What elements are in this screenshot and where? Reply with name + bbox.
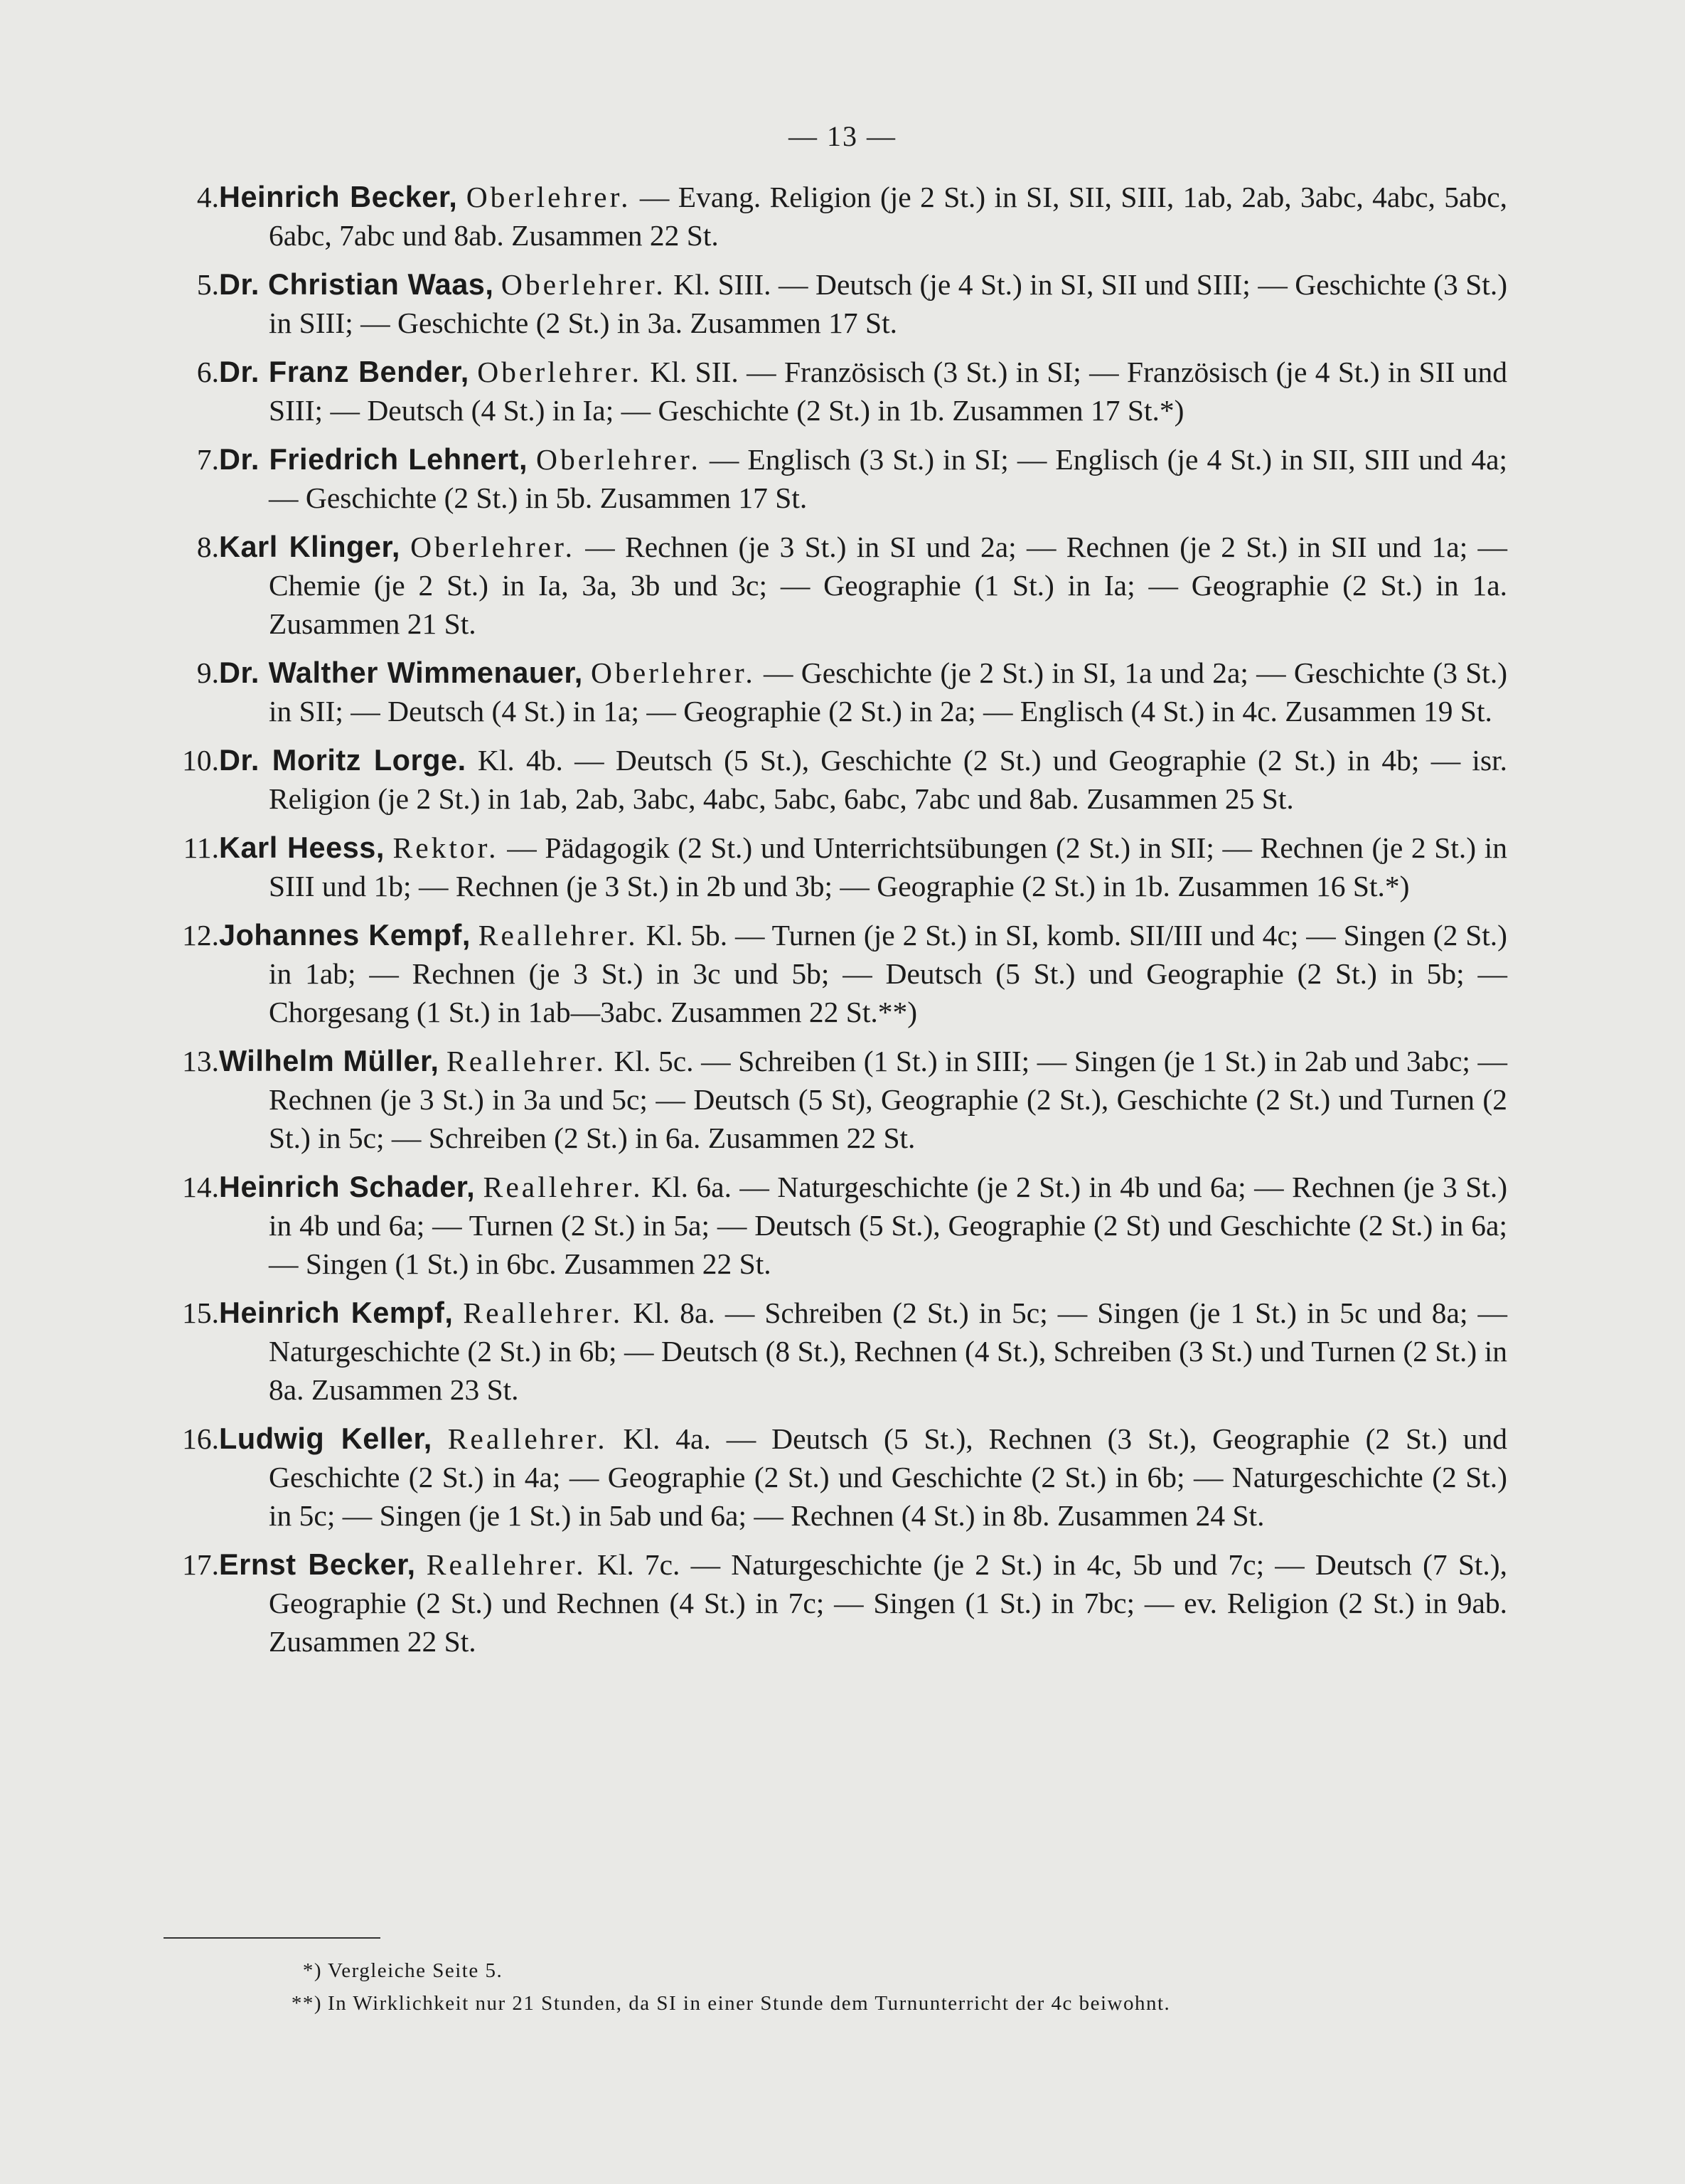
- page-number: — 13 —: [788, 120, 897, 152]
- item-number: 16.: [182, 1422, 219, 1455]
- footnote-divider: [164, 1937, 380, 1939]
- teacher-name: Heinrich Kempf,: [219, 1296, 454, 1329]
- list-item: [164, 440, 1507, 517]
- list-item: [164, 654, 1507, 730]
- teaching-assignment: — Englisch (3 St.) in SI; — Englisch (je 4 St.) in SII, SIII und 4a; — Geschichte (2 St.) in 5b. Zusammen 17 St.: [269, 443, 1508, 514]
- teaching-assignment: Kl. SII. — Französisch (3 St.) in SI; — Französisch (je 4 St.) in SII und SIII; — Deutsch (4 St.) in Ia; — Geschichte (2 St.) in 1b. Zusammen 17 St.*): [269, 356, 1508, 427]
- item-number: 15.: [182, 1296, 219, 1329]
- item-number: 17.: [182, 1548, 219, 1581]
- teacher-role: Oberlehrer.: [477, 356, 642, 388]
- list-item: [164, 1294, 1507, 1409]
- item-number: 13.: [182, 1045, 219, 1077]
- teacher-role: Reallehrer.: [426, 1548, 587, 1581]
- item-number: 11.: [183, 831, 219, 864]
- footnote-text: Vergleiche Seite 5.: [328, 1959, 503, 1982]
- teacher-role: Oberlehrer.: [590, 656, 756, 689]
- teacher-role: Reallehrer.: [483, 1171, 643, 1203]
- teaching-assignment: Kl. 5c. — Schreiben (1 St.) in SIII; — Singen (je 1 St.) in 2ab und 3abc; — Rechnen (je 3 St.) in 3a und 5c; — Deutsch (5 St), Geographie (2 St.), Geschichte (2 St.) und Turnen (2 St.) in 5c; — Schreiben (2 St.) in 6a. Zusammen 22 St.: [269, 1045, 1507, 1154]
- list-item: [164, 741, 1507, 818]
- teacher-name: Johannes Kempf,: [219, 918, 471, 952]
- teacher-name: Heinrich Schader,: [219, 1170, 476, 1203]
- teacher-name: Dr. Friedrich Lehnert,: [219, 442, 528, 476]
- item-number: 4.: [196, 181, 219, 213]
- list-item: [164, 829, 1507, 905]
- teaching-assignment: Kl. 6a. — Naturgeschichte (je 2 St.) in 4b und 6a; — Rechnen (je 3 St.) in 4b und 6a; — Turnen (2 St.) in 5a; — Deutsch (5 St.), Geographie (2 St) und Geschichte (2 St.) in 6a; — Singen (1 St.) in 6bc. Zusammen 22 St.: [269, 1171, 1508, 1280]
- teacher-name: Heinrich Becker,: [219, 180, 458, 213]
- list-item: [164, 178, 1507, 255]
- teaching-assignment: Kl. 5b. — Turnen (je 2 St.) in SI, komb. SII/III und 4c; — Singen (2 St.) in 1ab; — Rechnen (je 3 St.) in 3c und 5b; — Deutsch (5 St.) und Geographie (2 St.) in 5b; — Chorgesang (1 St.) in 1ab—3abc. Zusammen 22 St.**): [269, 919, 1508, 1028]
- item-number: 7.: [196, 443, 219, 476]
- teaching-assignment: Kl. 4a. — Deutsch (5 St.), Rechnen (3 St.), Geographie (2 St.) und Geschichte (2 St.) in 4a; — Geographie (2 St.) und Geschichte (2 St.) in 6b; — Naturgeschichte (2 St.) in 5c; — Singen (je 1 St.) in 5ab und 6a; — Rechnen (4 St.) in 8b. Zusammen 24 St.: [269, 1422, 1507, 1532]
- teaching-assignment: — Evang. Religion (je 2 St.) in SI, SII, SIII, 1ab, 2ab, 3abc, 4abc, 5abc, 6abc, 7abc und 8ab. Zusammen 22 St.: [269, 181, 1507, 252]
- footnote: [281, 1954, 1489, 1987]
- footnote-text: In Wirklichkeit nur 21 Stunden, da SI in einer Stunde dem Turnunterricht der 4c beiwohnt.: [328, 1992, 1171, 2015]
- teacher-name: Wilhelm Müller,: [219, 1044, 439, 1077]
- teaching-assignment: Kl. 4b. — Deutsch (5 St.), Geschichte (2 St.) und Geographie (2 St.) in 4b; — isr. Religion (je 2 St.) in 1ab, 2ab, 3abc, 4abc, 5abc, 6abc, 7abc und 8ab. Zusammen 25 St.: [269, 744, 1508, 815]
- teacher-role: Oberlehrer.: [536, 443, 701, 476]
- list-item: [164, 528, 1507, 643]
- item-number: 12.: [182, 919, 219, 952]
- teacher-role: Reallehrer.: [463, 1296, 624, 1329]
- teaching-assignment: — Pädagogik (2 St.) und Unterrichtsübungen (2 St.) in SII; — Rechnen (je 2 St.) in SIII und 1b; — Rechnen (je 3 St.) in 2b und 3b; — Geographie (2 St.) in 1b. Zusammen 16 St.*): [269, 831, 1508, 902]
- footnotes: [281, 1954, 1489, 2020]
- teacher-list: [164, 178, 1507, 1671]
- teacher-role: Reallehrer.: [447, 1422, 608, 1455]
- footnote: [281, 1987, 1489, 2020]
- teacher-name: Karl Heess,: [219, 831, 385, 864]
- teaching-assignment: Kl. SIII. — Deutsch (je 4 St.) in SI, SII und SIII; — Geschichte (3 St.) in SIII; — Geschichte (2 St.) in 3a. Zusammen 17 St.: [269, 268, 1508, 339]
- teacher-role: Oberlehrer.: [501, 268, 666, 301]
- teaching-assignment: Kl. 8a. — Schreiben (2 St.) in 5c; — Singen (je 1 St.) in 5c und 8a; — Naturgeschichte (2 St.) in 6b; — Deutsch (8 St.), Rechnen (4 St.), Schreiben (3 St.) und Turnen (2 St.) in 8a. Zusammen 23 St.: [269, 1296, 1507, 1406]
- teacher-name: Karl Klinger,: [219, 530, 400, 563]
- footnote-mark: **): [291, 1992, 322, 2015]
- item-number: 6.: [196, 356, 219, 388]
- teaching-assignment: Kl. 7c. — Naturgeschichte (je 2 St.) in 4c, 5b und 7c; — Deutsch (7 St.), Geographie (2 St.) und Rechnen (4 St.) in 7c; — Singen (1 St.) in 7bc; — ev. Religion (2 St.) in 9ab. Zusammen 22 St.: [269, 1548, 1508, 1658]
- list-item: [164, 1419, 1507, 1535]
- teacher-role: Reallehrer.: [446, 1045, 606, 1077]
- list-item: [164, 916, 1507, 1031]
- teacher-role: Oberlehrer.: [410, 531, 575, 563]
- item-number: 9.: [196, 656, 219, 689]
- item-number: 14.: [182, 1171, 219, 1203]
- teacher-name: Dr. Christian Waas,: [219, 267, 494, 301]
- list-item: [164, 353, 1507, 430]
- teaching-assignment: — Rechnen (je 3 St.) in SI und 2a; — Rechnen (je 2 St.) in SII und 1a; — Chemie (je 2 St.) in Ia, 3a, 3b und 3c; — Geographie (1 St.) in Ia; — Geographie (2 St.) in 1a. Zusammen 21 St.: [269, 531, 1508, 640]
- teacher-name: Dr. Franz Bender,: [219, 355, 469, 388]
- list-item: [164, 1168, 1507, 1283]
- teacher-name: Dr. Walther Wimmenauer,: [219, 656, 583, 689]
- teaching-assignment: — Geschichte (je 2 St.) in SI, 1a und 2a; — Geschichte (3 St.) in SII; — Deutsch (4 St.) in 1a; — Geographie (2 St.) in 2a; — Englisch (4 St.) in 4c. Zusammen 19 St.: [269, 656, 1508, 728]
- teacher-name: Dr. Moritz Lorge.: [219, 743, 466, 777]
- footnote-mark: *): [302, 1959, 322, 1982]
- teacher-name: Ludwig Keller,: [219, 1422, 432, 1455]
- item-number: 5.: [196, 268, 219, 301]
- teacher-role: Reallehrer.: [478, 919, 638, 952]
- item-number: 8.: [196, 531, 219, 563]
- teacher-role: Oberlehrer.: [466, 181, 631, 213]
- teacher-role: Rektor.: [392, 831, 499, 864]
- item-number: 10.: [182, 744, 219, 777]
- teacher-name: Ernst Becker,: [219, 1548, 416, 1581]
- list-item: [164, 265, 1507, 342]
- list-item: [164, 1042, 1507, 1157]
- list-item: [164, 1545, 1507, 1661]
